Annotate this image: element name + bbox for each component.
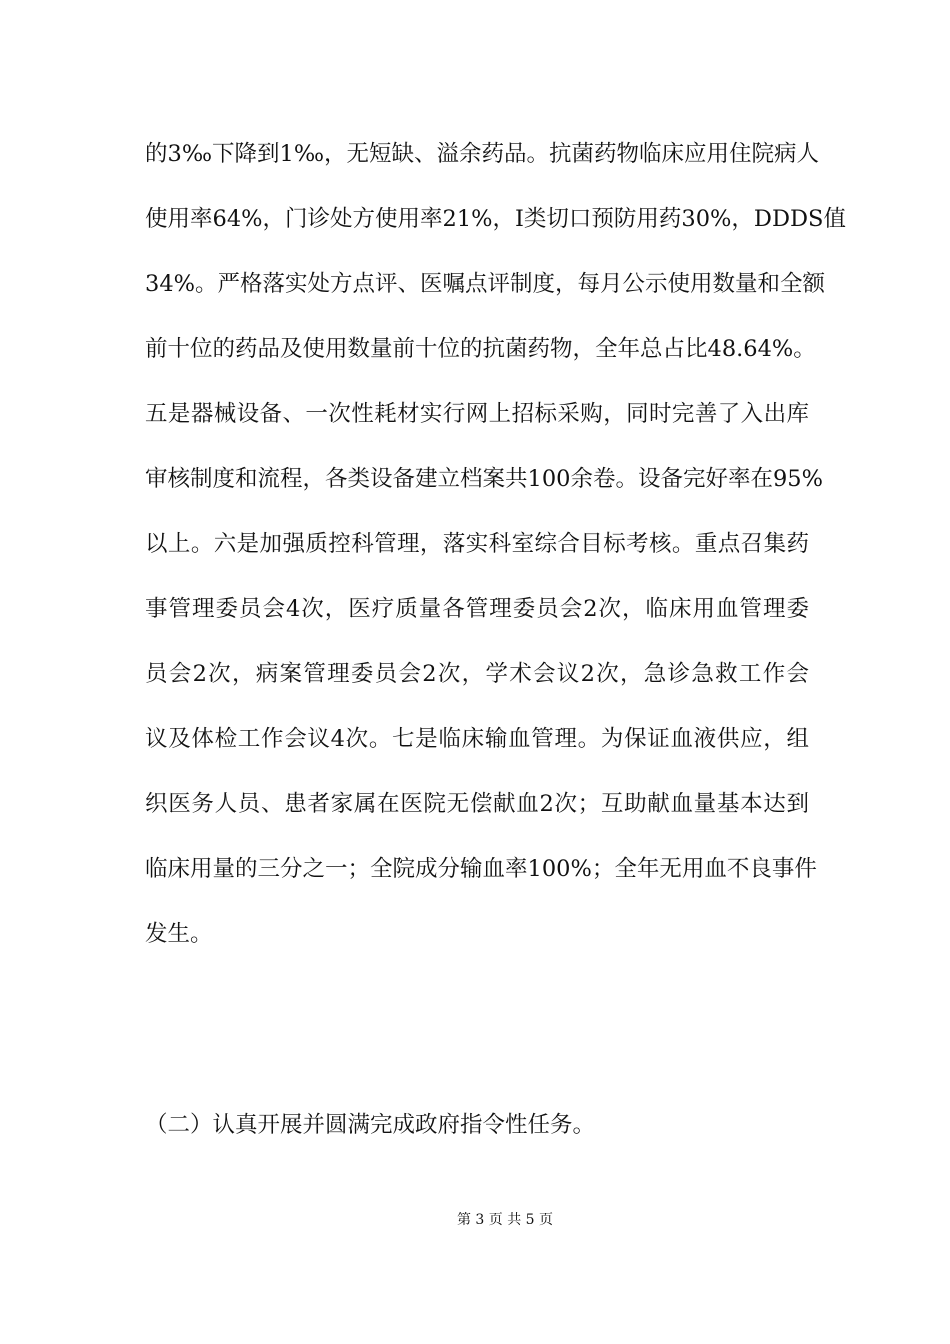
section-subheading: （二）认真开展并圆满完成政府指令性任务。 (145, 1112, 596, 1138)
body-paragraph (145, 132, 846, 977)
paragraph-line-10: 议及体检工作会议4次。七是临床输血管理。为保证血液供应，组 (145, 726, 809, 752)
paragraph-line-9: 员会2次，病案管理委员会2次，学术会议2次，急诊急救工作会 (145, 661, 809, 687)
paragraph-line-3: 34%。严格落实处方点评、医嘱点评制度，每月公示使用数量和全额 (145, 271, 826, 297)
paragraph-line-4: 前十位的药品及使用数量前十位的抗菌药物，全年总占比48.64%。 (145, 336, 816, 362)
paragraph-line-5: 五是器械设备、一次性耗材实行网上招标采购，同时完善了入出库 (145, 401, 809, 427)
paragraph-line-2: 使用率64%，门诊处方使用率21%，I类切口预防用药30%，DDDS值 (145, 206, 846, 232)
paragraph-line-1: 的3‰下降到1‰，无短缺、溢余药品。抗菌药物临床应用住院病人 (145, 141, 820, 167)
page-number-footer: 第 3 页 共 5 页 (456, 1212, 554, 1228)
paragraph-line-11: 织医务人员、患者家属在医院无偿献血2次；互助献血量基本达到 (145, 791, 809, 817)
paragraph-line-8: 事管理委员会4次，医疗质量各管理委员会2次，临床用血管理委 (145, 596, 809, 622)
paragraph-line-12: 临床用量的三分之一；全院成分输血率100%；全年无用血不良事件 (145, 856, 817, 882)
paragraph-line-13: 发生。 (145, 921, 213, 947)
paragraph-line-7: 以上。六是加强质控科管理，落实科室综合目标考核。重点召集药 (145, 531, 809, 557)
paragraph-line-6: 审核制度和流程，各类设备建立档案共100余卷。设备完好率在95% (145, 466, 823, 492)
